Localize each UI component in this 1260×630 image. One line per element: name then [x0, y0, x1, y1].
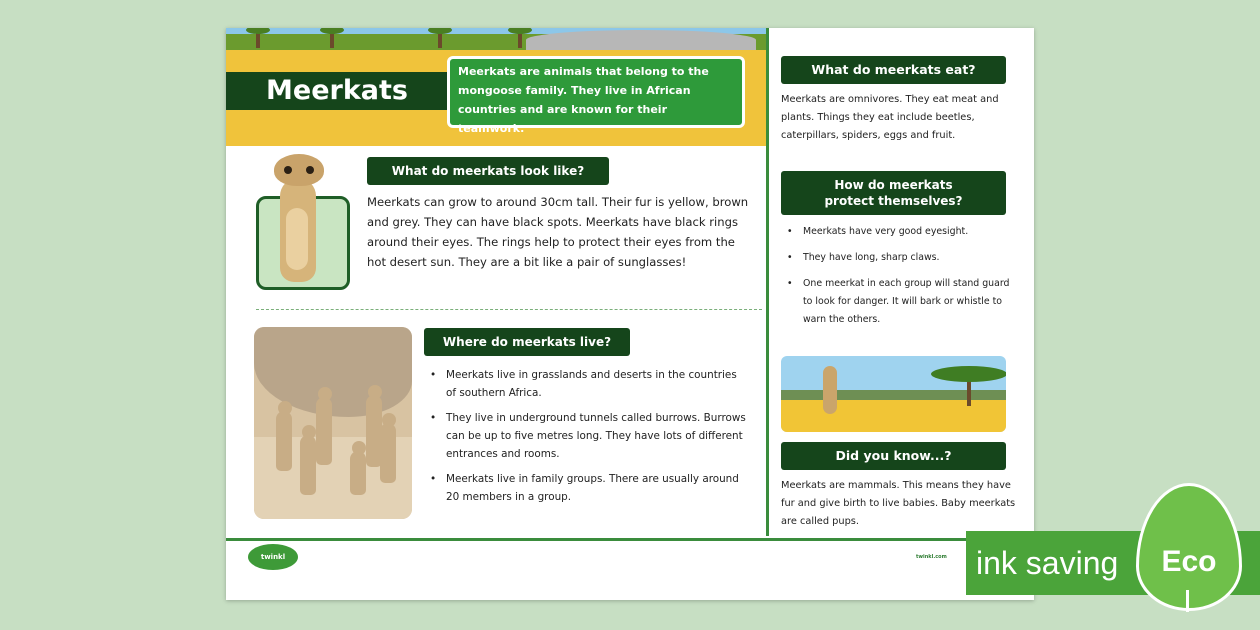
banner-tree: [256, 30, 260, 48]
list-item: • One meerkat in each group will stand guard to look for danger. It will bark or whistle to warn the others.: [781, 275, 1021, 329]
footer-divider: [226, 538, 1034, 541]
leaf-stem-icon: [1186, 590, 1189, 612]
list-item: • Meerkats live in family groups. There are usually around 20 members in a group.: [424, 470, 750, 506]
landscape-acacia-tree: [931, 366, 1006, 382]
landscape-hills: [781, 390, 1006, 400]
savanna-illustration: [781, 356, 1006, 432]
heading-protect: How do meerkats protect themselves?: [781, 171, 1006, 215]
heading-look: What do meerkats look like?: [367, 157, 609, 185]
page-title: Meerkats: [226, 72, 448, 110]
banner-tree: [518, 30, 522, 48]
meerkat-belly: [286, 208, 308, 270]
landscape-field: [781, 400, 1006, 432]
eat-text: Meerkats are omnivores. They eat meat and plants. Things they eat include beetles, caterpillars, spiders, eggs and fruit.: [781, 94, 999, 141]
list-item: • They have long, sharp claws.: [781, 249, 1021, 267]
banner-rocks: [526, 30, 756, 50]
know-text: Meerkats are mammals. This means they have fur and give birth to live babies. Baby meerkats are called pups.: [781, 480, 1016, 527]
photo-meerkat: [276, 411, 292, 471]
twinkl-logo: twinkl: [248, 544, 298, 570]
live-bullet-list: [424, 366, 750, 513]
meerkat-eye: [306, 166, 314, 174]
look-text: Meerkats can grow to around 30cm tall. Their fur is yellow, brown and grey. They can have black spots. Meerkats have black rings around their eyes. The rings help to protect their eyes from the hot desert sun. They are a bit like a pair of sunglasses!: [367, 195, 749, 269]
photo-meerkat: [316, 397, 332, 465]
section-separator: [256, 309, 762, 310]
landscape-tree-trunk: [967, 380, 971, 406]
intro-text: Meerkats are animals that belong to the mongoose family. They live in African countries and are known for their teamwork.: [447, 56, 745, 128]
meerkat-eye: [284, 166, 292, 174]
footer-url: twinkl.com: [916, 554, 947, 560]
list-item: • They live in underground tunnels called burrows. Burrows can be up to five metres long. They have lots of different entrances and rooms.: [424, 409, 750, 463]
banner-tree: [330, 30, 334, 48]
photo-meerkat: [380, 423, 396, 483]
protect-bullet-list: [781, 223, 1021, 337]
photo-meerkat: [300, 435, 316, 495]
photo-rock: [254, 327, 412, 417]
meerkat-head: [274, 154, 324, 186]
column-divider: [766, 28, 769, 536]
list-item: • Meerkats live in grasslands and deserts in the countries of southern Africa.: [424, 366, 750, 402]
banner-tree: [438, 30, 442, 48]
heading-know: Did you know...?: [781, 442, 1006, 470]
heading-eat: What do meerkats eat?: [781, 56, 1006, 84]
list-item: • Meerkats have very good eyesight.: [781, 223, 1021, 241]
landscape-meerkat: [823, 366, 837, 414]
heading-live: Where do meerkats live?: [424, 328, 630, 356]
eco-label: Eco: [1161, 545, 1217, 578]
ink-saving-label: ink saving: [976, 545, 1119, 581]
header-banner: [226, 28, 766, 146]
meerkats-photo: [254, 327, 412, 519]
worksheet: [226, 28, 1034, 600]
photo-meerkat: [350, 451, 366, 495]
